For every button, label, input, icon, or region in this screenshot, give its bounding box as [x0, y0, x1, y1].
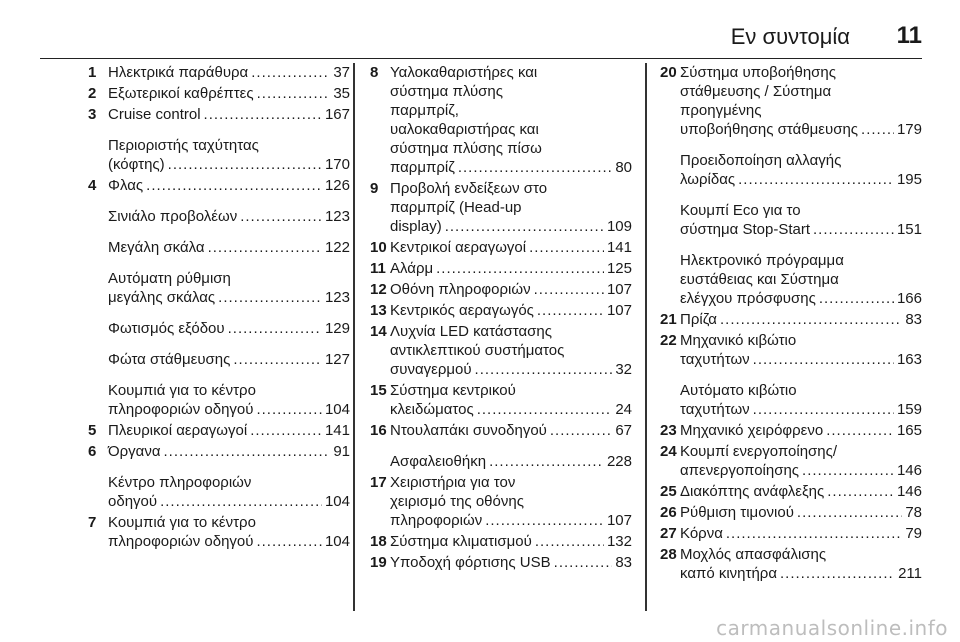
column-divider [645, 63, 647, 611]
entry-last-line [390, 511, 632, 530]
page-number: 11 [896, 22, 922, 49]
page-reference: 146 [896, 462, 922, 479]
entry-text: παρμπρίζ, [390, 102, 459, 119]
dot-leader [436, 259, 604, 278]
entry-last-line [390, 301, 632, 320]
callout-number: 13 [370, 302, 387, 319]
dot-leader [475, 360, 613, 379]
page-reference: 170 [324, 156, 350, 173]
dot-leader [780, 564, 895, 583]
index-entry [88, 176, 350, 195]
entry-text: λωρίδας [680, 171, 736, 188]
entry-last-line [680, 170, 922, 189]
callout-number: 23 [660, 422, 677, 439]
callout-number: 6 [88, 443, 97, 460]
index-column-1 [88, 63, 350, 563]
entry-last-line [108, 63, 350, 82]
index-entry [88, 381, 350, 419]
entry-text: σύστημα πλύσης πίσω [390, 140, 542, 157]
index-entry [660, 251, 922, 308]
page-reference: 141 [606, 239, 632, 256]
index-entry [88, 63, 350, 82]
callout-number: 4 [88, 177, 97, 194]
callout-number: 3 [88, 106, 97, 123]
entry-text: Σύστημα υποβοήθησης [680, 64, 836, 81]
index-entry [370, 322, 632, 379]
entry-text: Σινιάλο προβολέων [108, 208, 238, 225]
page-reference: 122 [324, 239, 350, 256]
index-entry [660, 201, 922, 239]
entry-last-line [390, 158, 632, 177]
page-reference: 37 [333, 64, 350, 81]
page-reference: 146 [896, 483, 922, 500]
entry-last-line [108, 155, 350, 174]
page-reference: 141 [324, 422, 350, 439]
entry-last-line [680, 482, 922, 501]
entry-text: Κόρνα [680, 525, 723, 542]
entry-text: παρμπρίζ (Head-up [390, 199, 522, 216]
index-entry [370, 553, 632, 572]
callout-number: 22 [660, 332, 677, 349]
index-entry [660, 545, 922, 583]
index-entry [88, 238, 350, 257]
index-entry [370, 532, 632, 551]
page-reference: 107 [606, 281, 632, 298]
entry-text: πληροφοριών [390, 512, 483, 529]
dot-leader [146, 176, 322, 195]
index-entry [88, 136, 350, 174]
entry-text: καπό κινητήρα [680, 565, 777, 582]
column-divider [353, 63, 355, 611]
entry-text: Αυτόματο κιβώτιο [680, 382, 797, 399]
callout-number: 1 [88, 64, 97, 81]
dot-leader [228, 319, 322, 338]
index-entry [660, 151, 922, 189]
entry-last-line [390, 360, 632, 379]
dot-leader [160, 492, 322, 511]
index-entry [370, 238, 632, 257]
page-reference: 107 [606, 512, 632, 529]
index-column-2 [370, 63, 632, 584]
entry-text: αντικλεπτικού συστήματος [390, 342, 565, 359]
dot-leader [826, 421, 894, 440]
entry-text: παρμπρίζ [390, 159, 455, 176]
page-reference: 91 [333, 443, 350, 460]
callout-number: 15 [370, 382, 387, 399]
entry-text: Λυχνία LED κατάστασης [390, 323, 552, 340]
page-reference: 67 [615, 422, 632, 439]
page-reference: 126 [324, 177, 350, 194]
dot-leader [720, 310, 902, 329]
index-entry [660, 381, 922, 419]
dot-leader [208, 238, 322, 257]
index-entry [88, 84, 350, 103]
page-reference: 163 [896, 351, 922, 368]
dot-leader [489, 452, 604, 471]
entry-last-line [390, 259, 632, 278]
page-reference: 129 [324, 320, 350, 337]
index-column-3 [660, 63, 922, 595]
index-entry [88, 473, 350, 511]
page-reference: 32 [615, 361, 632, 378]
page-reference: 35 [333, 85, 350, 102]
dot-leader [529, 238, 604, 257]
index-entry [88, 207, 350, 226]
page-reference: 211 [898, 565, 922, 582]
entry-last-line [680, 564, 922, 583]
index-entry [370, 452, 632, 471]
entry-text: Διακόπτης ανάφλεξης [680, 483, 825, 500]
watermark: carmanualsonline.info [716, 616, 948, 640]
dot-leader [813, 220, 894, 239]
callout-number: 16 [370, 422, 387, 439]
entry-text: στάθμευσης / Σύστημα [680, 83, 832, 100]
entry-last-line [390, 217, 632, 236]
index-entry [88, 350, 350, 369]
entry-text: Κουμπί ενεργοποίησης/ [680, 443, 838, 460]
index-entry [88, 421, 350, 440]
dot-leader [797, 503, 902, 522]
entry-text: Κέντρο πληροφοριών [108, 474, 252, 491]
page-reference: 24 [615, 401, 632, 418]
dot-leader [256, 400, 322, 419]
page-reference: 78 [905, 504, 922, 521]
dot-leader [819, 289, 894, 308]
entry-last-line [680, 421, 922, 440]
entry-last-line [108, 176, 350, 195]
entry-last-line [108, 288, 350, 307]
callout-number: 5 [88, 422, 97, 439]
page-reference: 166 [896, 290, 922, 307]
entry-text: σύστημα Stop-Start [680, 221, 810, 238]
page-reference: 127 [324, 351, 350, 368]
callout-number: 8 [370, 64, 379, 81]
page-reference: 83 [905, 311, 922, 328]
page-reference: 228 [606, 453, 632, 470]
entry-last-line [680, 310, 922, 329]
section-title: Εν συντομία [730, 24, 850, 49]
entry-text: οδηγού [108, 493, 158, 510]
entry-text: Μοχλός απασφάλισης [680, 546, 827, 563]
callout-number: 11 [370, 260, 386, 277]
callout-number: 27 [660, 525, 677, 542]
page-reference: 123 [324, 289, 350, 306]
entry-text: Κεντρικοί αεραγωγοί [390, 239, 527, 256]
entry-text: Αλάρμ [390, 260, 434, 277]
entry-last-line [108, 492, 350, 511]
callout-number: 24 [660, 443, 677, 460]
entry-text: σύστημα πλύσης [390, 83, 503, 100]
page-reference: 167 [324, 106, 350, 123]
dot-leader [861, 120, 894, 139]
entry-text: Ντουλαπάκι συνοδηγού [390, 422, 547, 439]
entry-text: Cruise control [108, 106, 201, 123]
entry-text: Προβολή ενδείξεων στο [390, 180, 548, 197]
callout-number: 18 [370, 533, 387, 550]
entry-text: Μηχανικό χειρόφρενο [680, 422, 824, 439]
entry-last-line [680, 350, 922, 369]
dot-leader [204, 105, 322, 124]
page-reference: 179 [896, 121, 922, 138]
dot-leader [535, 532, 604, 551]
index-entry [370, 381, 632, 419]
entry-text: Αυτόματη ρύθμιση [108, 270, 231, 287]
index-entry [370, 259, 632, 278]
callout-number: 19 [370, 554, 387, 571]
index-entry [88, 442, 350, 461]
callout-number: 2 [88, 85, 97, 102]
callout-number: 25 [660, 483, 677, 500]
page-reference: 107 [606, 302, 632, 319]
entry-last-line [108, 421, 350, 440]
index-entry [88, 319, 350, 338]
entry-text: Μηχανικό κιβώτιο [680, 332, 797, 349]
entry-last-line [108, 400, 350, 419]
entry-text: χειρισμό της οθόνης [390, 493, 524, 510]
dot-leader [554, 553, 613, 572]
page-reference: 165 [896, 422, 922, 439]
page-reference: 83 [615, 554, 632, 571]
entry-last-line [108, 319, 350, 338]
dot-leader [240, 207, 322, 226]
entry-text: κλειδώματος [390, 401, 474, 418]
index-entry [370, 280, 632, 299]
entry-last-line [680, 503, 922, 522]
index-entry [660, 63, 922, 139]
page-reference: 104 [324, 493, 350, 510]
dot-leader [257, 84, 331, 103]
callout-number: 12 [370, 281, 387, 298]
entry-last-line [390, 452, 632, 471]
dot-leader [753, 400, 894, 419]
dot-leader [802, 461, 894, 480]
index-entry [660, 442, 922, 480]
entry-text: Φώτα στάθμευσης [108, 351, 231, 368]
dot-leader [477, 400, 613, 419]
index-entry [370, 421, 632, 440]
entry-last-line [108, 238, 350, 257]
entry-text: Μεγάλη σκάλα [108, 239, 205, 256]
entry-text: Κεντρικός αεραγωγός [390, 302, 534, 319]
dot-leader [168, 155, 322, 174]
entry-text: προηγμένης [680, 102, 762, 119]
entry-text: συναγερμού [390, 361, 472, 378]
callout-number: 28 [660, 546, 677, 563]
page-reference: 132 [606, 533, 632, 550]
index-entry [370, 179, 632, 236]
entry-text: Χειριστήρια για τον [390, 474, 516, 491]
dot-leader [534, 280, 604, 299]
entry-last-line [108, 442, 350, 461]
entry-text: Φλας [108, 177, 144, 194]
dot-leader [251, 63, 330, 82]
entry-text: Κουμπιά για το κέντρο [108, 382, 256, 399]
entry-text: Εξωτερικοί καθρέπτες [108, 85, 254, 102]
index-entry [88, 105, 350, 124]
callout-number: 14 [370, 323, 387, 340]
entry-text: μεγάλης σκάλας [108, 289, 216, 306]
index-entry [660, 482, 922, 501]
entry-text: Ηλεκτρικά παράθυρα [108, 64, 249, 81]
entry-text: Περιοριστής ταχύτητας [108, 137, 259, 154]
index-entry [660, 331, 922, 369]
page-reference: 159 [896, 401, 922, 418]
callout-number: 26 [660, 504, 677, 521]
entry-text: ευστάθειας και Σύστημα [680, 271, 839, 288]
entry-text: υποβοήθησης στάθμευσης [680, 121, 859, 138]
entry-last-line [680, 220, 922, 239]
dot-leader [827, 482, 894, 501]
index-entry [88, 269, 350, 307]
dot-leader [537, 301, 604, 320]
entry-text: Ασφαλειοθήκη [390, 453, 487, 470]
entry-text: display) [390, 218, 442, 235]
dot-leader [550, 421, 612, 440]
page-reference: 109 [606, 218, 632, 235]
dot-leader [445, 217, 604, 236]
index-entry [660, 503, 922, 522]
entry-text: ταχυτήτων [680, 401, 750, 418]
dot-leader [753, 350, 894, 369]
dot-leader [256, 532, 322, 551]
callout-number: 21 [660, 311, 677, 328]
entry-text: Ηλεκτρονικό πρόγραμμα [680, 252, 844, 269]
page-reference: 79 [905, 525, 922, 542]
callout-number: 9 [370, 180, 379, 197]
page-reference: 80 [615, 159, 632, 176]
entry-last-line [390, 421, 632, 440]
entry-text: Υποδοχή φόρτισης USB [390, 554, 551, 571]
entry-text: πληροφοριών οδηγού [108, 401, 254, 418]
entry-last-line [390, 400, 632, 419]
dot-leader [233, 350, 322, 369]
entry-text: Οθόνη πληροφοριών [390, 281, 531, 298]
entry-last-line [680, 289, 922, 308]
entry-last-line [390, 280, 632, 299]
callout-number: 7 [88, 514, 97, 531]
index-entry [660, 310, 922, 329]
dot-leader [485, 511, 604, 530]
entry-text: Πρίζα [680, 311, 717, 328]
entry-last-line [108, 532, 350, 551]
entry-text: Σύστημα κλιματισμού [390, 533, 532, 550]
entry-last-line [680, 524, 922, 543]
entry-text: Ρύθμιση τιμονιού [680, 504, 794, 521]
page-reference: 123 [324, 208, 350, 225]
entry-text: Όργανα [108, 443, 161, 460]
entry-last-line [680, 120, 922, 139]
entry-text: Πλευρικοί αεραγωγοί [108, 422, 248, 439]
callout-number: 17 [370, 474, 387, 491]
dot-leader [738, 170, 894, 189]
entry-text: υαλοκαθαριστήρας και [390, 121, 539, 138]
entry-text: (κόφτης) [108, 156, 165, 173]
entry-last-line [390, 553, 632, 572]
index-entry [660, 421, 922, 440]
page-reference: 104 [324, 401, 350, 418]
entry-last-line [390, 532, 632, 551]
page-reference: 104 [324, 533, 350, 550]
page-reference: 125 [606, 260, 632, 277]
entry-text: Κουμπί Eco για το [680, 202, 801, 219]
index-entry [370, 63, 632, 177]
entry-text: ελέγχου πρόσφυσης [680, 290, 816, 307]
entry-text: πληροφοριών οδηγού [108, 533, 254, 550]
page-reference: 195 [896, 171, 922, 188]
index-entry [370, 301, 632, 320]
entry-text: Προειδοποίηση αλλαγής [680, 152, 842, 169]
entry-text: Φωτισμός εξόδου [108, 320, 225, 337]
index-entry [88, 513, 350, 551]
entry-text: Κουμπιά για το κέντρο [108, 514, 256, 531]
entry-text: Υαλοκαθαριστήρες και [390, 64, 538, 81]
dot-leader [250, 421, 322, 440]
entry-last-line [680, 461, 922, 480]
entry-last-line [390, 238, 632, 257]
entry-last-line [108, 84, 350, 103]
page-reference: 151 [896, 221, 922, 238]
callout-number: 20 [660, 64, 677, 81]
entry-last-line [108, 207, 350, 226]
index-entry [370, 473, 632, 530]
entry-last-line [108, 350, 350, 369]
dot-leader [218, 288, 322, 307]
entry-last-line [108, 105, 350, 124]
entry-text: απενεργοποίησης [680, 462, 800, 479]
page-header [40, 22, 922, 59]
entry-text: ταχυτήτων [680, 351, 750, 368]
index-entry [660, 524, 922, 543]
entry-last-line [680, 400, 922, 419]
callout-number: 10 [370, 239, 387, 256]
dot-leader [164, 442, 331, 461]
dot-leader [726, 524, 902, 543]
entry-text: Σύστημα κεντρικού [390, 382, 516, 399]
dot-leader [458, 158, 613, 177]
